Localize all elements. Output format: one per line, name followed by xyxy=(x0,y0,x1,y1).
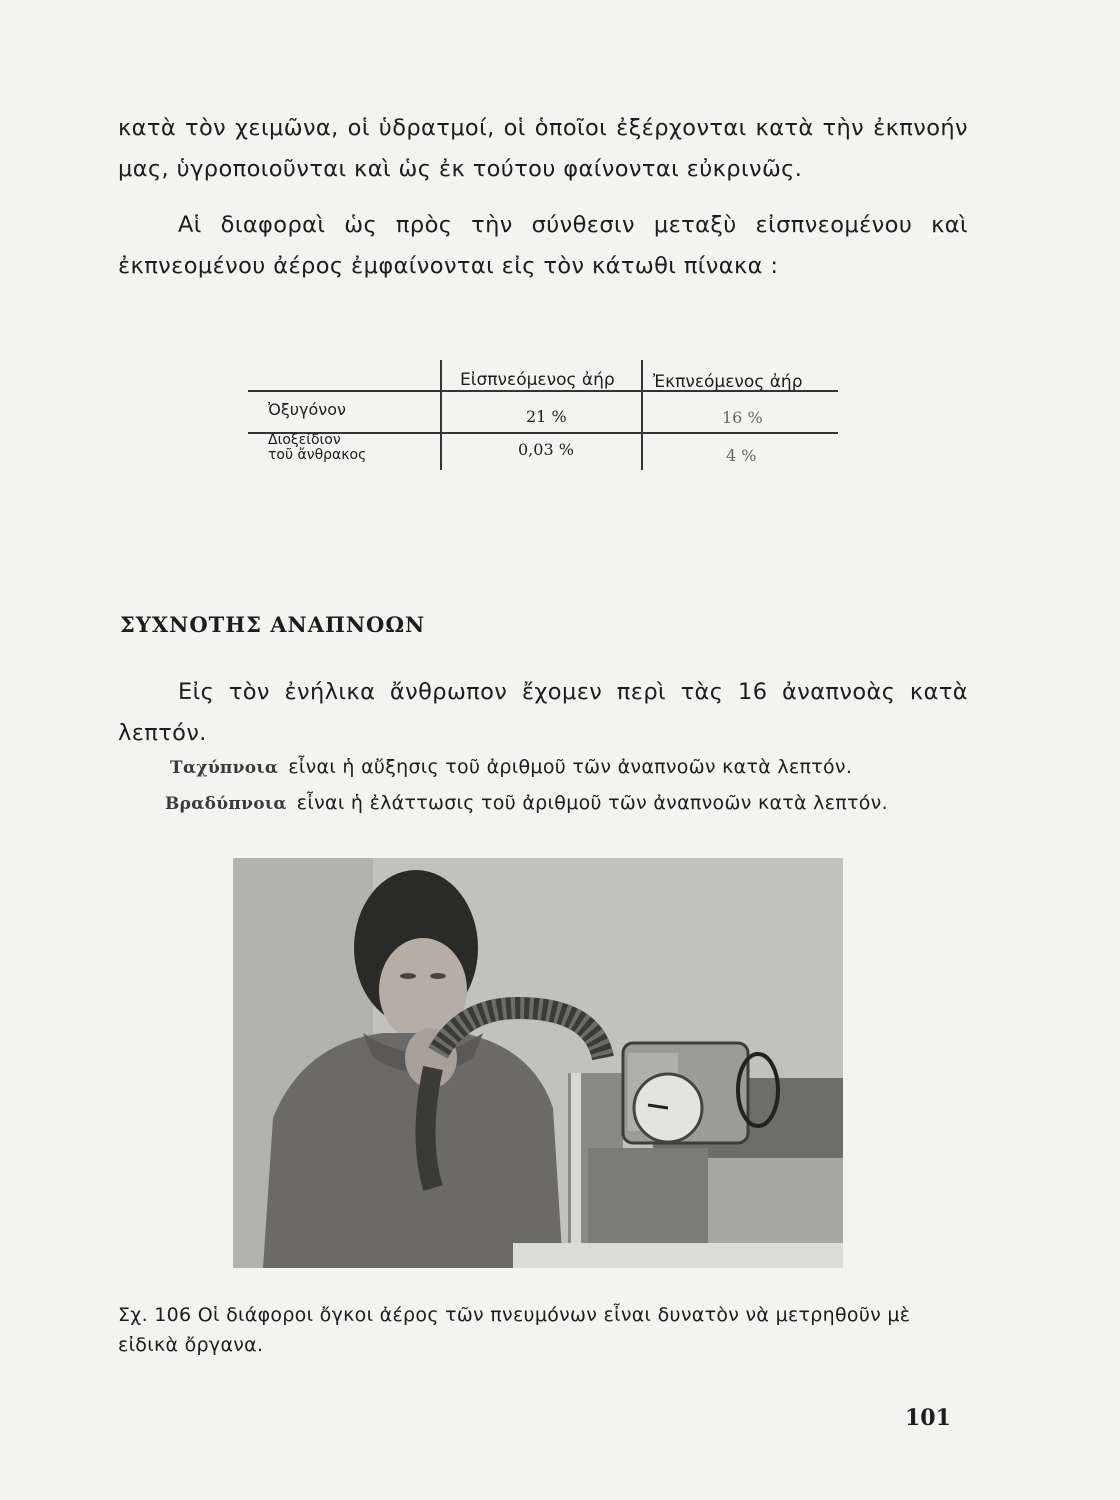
table-column-rule-2 xyxy=(641,360,643,470)
table-cell-oxygen-inhaled: 21 % xyxy=(526,407,567,426)
paragraph-air-composition-text: Αἱ διαφοραὶ ὡς πρὸς τὴν σύνθεσιν μεταξὺ εἰσπνεομένου καὶ ἐκπνεομένου ἀέρος ἐμφαίνονται εἰς τὸν κάτωθι πίνακα : xyxy=(118,212,968,279)
table-header-inhaled: Εἰσπνεόμενος ἀήρ xyxy=(460,370,615,390)
definition-bradypnea xyxy=(165,792,888,814)
table-row-label-oxygen: Ὀξυγόνον xyxy=(268,400,346,419)
paragraph-breathing-rate-text: Εἰς τὸν ἐνήλικα ἄνθρωπον ἔχομεν περὶ τὰς 16 ἀναπνοὰς κατὰ λεπτόν. xyxy=(118,679,968,746)
table-header-exhaled: Ἐκπνεόμενος ἀήρ xyxy=(653,372,803,392)
table-cell-oxygen-exhaled: 16 % xyxy=(722,408,763,427)
air-composition-table xyxy=(248,350,838,470)
figure-caption: Σχ. 106 Οἱ διάφοροι ὄγκοι ἀέρος τῶν πνευμόνων εἶναι δυνατὸν νὰ μετρηθοῦν μὲ εἰδικὰ ὄργανα. xyxy=(118,1304,911,1356)
table-row-label-co2: Διοξείδιον xyxy=(268,432,341,448)
table-cell-co2-exhaled: 4 % xyxy=(726,446,757,465)
table-row-label-co2-line2: τοῦ ἄνθρακος xyxy=(268,447,367,463)
definition-term: Ταχύπνοια xyxy=(170,758,279,778)
spirometer-photo-illustration xyxy=(233,858,843,1268)
spirometer-photo xyxy=(233,858,843,1268)
definition-term: Βραδύπνοια xyxy=(165,794,287,814)
page-number: 101 xyxy=(905,1405,951,1431)
table-column-rule-1 xyxy=(440,360,442,470)
table-cell-co2-inhaled: 0,03 % xyxy=(518,440,574,459)
definition-tachypnea xyxy=(170,756,852,778)
definition-text: εἶναι ἡ αὔξησις τοῦ ἀριθμοῦ τῶν ἀναπνοῶν κατὰ λεπτόν. xyxy=(288,756,853,778)
paragraph-air-composition xyxy=(118,205,968,287)
definition-text: εἶναι ἡ ἐλάττωσις τοῦ ἀριθμοῦ τῶν ἀναπνοῶν κατὰ λεπτόν. xyxy=(296,792,888,814)
paragraph-condensation: κατὰ τὸν χειμῶνα, οἱ ὑδρατμοί, οἱ ὁποῖοι ἐξέρχονται κατὰ τὴν ἐκπνοήν μας, ὑγροποιοῦνται καὶ ὡς ἐκ τούτου φαίνονται εὐκρινῶς. xyxy=(118,115,968,182)
section-heading: ΣΥΧΝΟΤΗΣ ΑΝΑΠΝΟΩΝ xyxy=(120,612,426,637)
paragraph-breathing-rate xyxy=(118,672,968,754)
